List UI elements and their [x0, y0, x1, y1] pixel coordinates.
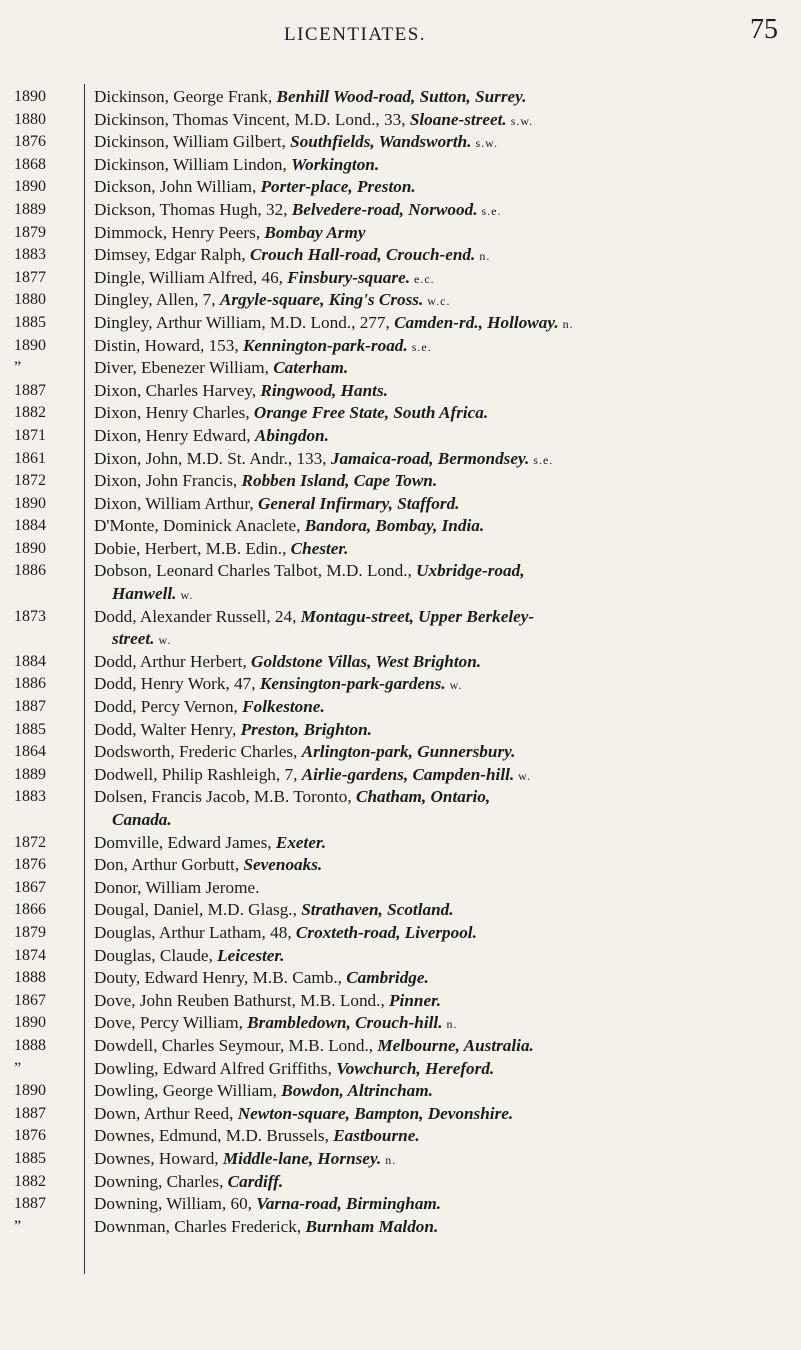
- list-item: [0, 289, 801, 312]
- entry-year: 1889: [14, 200, 46, 218]
- entry-name: Downes, Howard,: [94, 1148, 223, 1168]
- entry-address: Folkestone.: [242, 697, 325, 717]
- entry-line: [94, 154, 801, 177]
- entry-name: Dixon, John, M.D. St. Andr., 133,: [94, 448, 331, 468]
- entry-address: Jamaica-road, Bermondsey.: [330, 448, 530, 468]
- entry-district: s.e.: [529, 452, 554, 467]
- licentiates-list: [0, 86, 801, 1238]
- entry-line: [94, 945, 801, 968]
- entry-address: Kensington-park-gardens.: [259, 674, 446, 694]
- entry-year: 1887: [14, 1104, 46, 1122]
- entry-address: Robben Island, Cape Town.: [241, 471, 438, 491]
- entry-address: Sloane-street.: [409, 109, 507, 129]
- list-item: [0, 741, 801, 764]
- entry-name: Dougal, Daniel, M.D. Glasg.,: [94, 900, 302, 920]
- entry-line: [94, 335, 801, 358]
- list-item: [0, 538, 801, 561]
- entry-year: 1885: [14, 313, 46, 331]
- list-item: [0, 222, 801, 245]
- entry-name: Dowling, Edward Alfred Griffiths,: [94, 1058, 337, 1078]
- entry-name: Distin, Howard, 153,: [94, 335, 243, 355]
- list-item: [0, 1193, 801, 1216]
- entry-address: Caterham.: [273, 358, 349, 378]
- entry-district: n.: [475, 249, 491, 264]
- entry-year: 1880: [14, 110, 46, 128]
- list-item: [0, 1012, 801, 1035]
- entry-address: Abingdon.: [254, 425, 329, 445]
- entry-line: [94, 1035, 801, 1058]
- entry-line: [94, 786, 801, 809]
- entry-address: Middle-lane, Hornsey.: [222, 1148, 382, 1168]
- entry-year: 1880: [14, 291, 46, 309]
- entry-line: [94, 1171, 801, 1194]
- entry-year: ”: [14, 1217, 22, 1235]
- entry-year: 1873: [14, 607, 46, 625]
- entry-address: street.: [112, 629, 155, 649]
- entry-year: 1872: [14, 472, 46, 490]
- entry-address: Orange Free State, South Africa.: [253, 403, 489, 423]
- entry-name: Dixon, William Arthur,: [94, 493, 258, 513]
- list-item: [0, 786, 801, 831]
- entry-name: Dove, John Reuben Bathurst, M.B. Lond.,: [94, 990, 390, 1010]
- list-item: [0, 470, 801, 493]
- entry-name: Donor, William Jerome.: [94, 877, 260, 897]
- list-item: [0, 154, 801, 177]
- list-item: [0, 425, 801, 448]
- entry-address: Croxteth-road, Liverpool.: [295, 922, 477, 942]
- entry-line: [94, 651, 801, 674]
- list-item: [0, 515, 801, 538]
- entry-address: Southfields, Wandsworth.: [290, 132, 472, 152]
- entry-name: Douglas, Arthur Latham, 48,: [94, 922, 296, 942]
- entry-district: s.e.: [407, 339, 432, 354]
- entry-year: 1883: [14, 788, 46, 806]
- entry-name: Dowdell, Charles Seymour, M.B. Lond.,: [94, 1035, 378, 1055]
- entry-name: Dodd, Alexander Russell, 24,: [94, 606, 301, 626]
- entry-line: [94, 877, 801, 900]
- entry-year: 1890: [14, 178, 46, 196]
- entry-name: Dove, Percy William,: [94, 1013, 248, 1033]
- entry-name: Dickinson, William Gilbert,: [94, 132, 291, 152]
- entry-continuation: [112, 809, 801, 832]
- entry-address: Burnham Maldon.: [305, 1216, 439, 1236]
- entry-line: [94, 1080, 801, 1103]
- entry-line: [94, 1103, 801, 1126]
- entry-line: [94, 719, 801, 742]
- entry-district: w.: [154, 633, 172, 648]
- entry-line: [94, 832, 801, 855]
- entry-year: 1867: [14, 991, 46, 1009]
- entry-name: Dodd, Walter Henry,: [94, 719, 241, 739]
- list-item: [0, 335, 801, 358]
- entry-line: [94, 1148, 801, 1171]
- entry-district: w.: [514, 768, 532, 783]
- entry-line: [94, 109, 801, 132]
- entry-address: Bombay Army: [264, 222, 366, 242]
- entry-year: 1888: [14, 1036, 46, 1054]
- entry-year: 1879: [14, 223, 46, 241]
- entry-line: [94, 990, 801, 1013]
- entry-name: Dixon, John Francis,: [94, 471, 242, 491]
- list-item: [0, 1148, 801, 1171]
- entry-year: 1884: [14, 652, 46, 670]
- entry-address: Cardiff.: [227, 1171, 284, 1191]
- entry-name: Domville, Edward James,: [94, 832, 276, 852]
- entry-year: 1890: [14, 494, 46, 512]
- entry-district: w.c.: [423, 294, 451, 309]
- entry-address: Melbourne, Australia.: [377, 1035, 534, 1055]
- entry-address: Ringwood, Hants.: [260, 380, 388, 400]
- list-item: [0, 1058, 801, 1081]
- list-item: [0, 764, 801, 787]
- list-item: [0, 244, 801, 267]
- entry-year: 1883: [14, 246, 46, 264]
- entry-year: 1876: [14, 133, 46, 151]
- list-item: [0, 990, 801, 1013]
- list-item: [0, 199, 801, 222]
- page-number: 75: [750, 14, 778, 45]
- entry-line: [94, 222, 801, 245]
- entry-year: ”: [14, 359, 22, 377]
- list-item: [0, 1171, 801, 1194]
- list-item: [0, 651, 801, 674]
- entry-address: Montagu-street, Upper Berkeley-: [300, 606, 535, 626]
- entry-name: Diver, Ebenezer William,: [94, 358, 274, 378]
- entry-year: ”: [14, 1059, 22, 1077]
- list-item: [0, 380, 801, 403]
- entry-address: Cambridge.: [346, 968, 429, 988]
- list-item: [0, 606, 801, 651]
- entry-line: [94, 289, 801, 312]
- list-item: [0, 402, 801, 425]
- entry-district: s.e.: [477, 203, 502, 218]
- entry-address: Workington.: [291, 154, 380, 174]
- entry-year: 1861: [14, 449, 46, 467]
- entry-line: [94, 1012, 801, 1035]
- entry-name: Don, Arthur Gorbutt,: [94, 855, 244, 875]
- list-item: [0, 131, 801, 154]
- list-item: [0, 1035, 801, 1058]
- entry-district: s.w.: [506, 113, 534, 128]
- entry-year: 1876: [14, 856, 46, 874]
- entry-name: Dingle, William Alfred, 46,: [94, 267, 288, 287]
- list-item: [0, 854, 801, 877]
- entry-year: 1887: [14, 381, 46, 399]
- entry-address: Eastbourne.: [333, 1126, 420, 1146]
- entry-line: [94, 922, 801, 945]
- entry-address: Chatham, Ontario,: [356, 787, 491, 807]
- entry-name: Dickinson, George Frank,: [94, 87, 277, 106]
- entry-continuation: [112, 628, 801, 651]
- entry-year: 1864: [14, 743, 46, 761]
- entry-name: Dickinson, Thomas Vincent, M.D. Lond., 33,: [94, 109, 410, 129]
- entry-year: 1890: [14, 88, 46, 105]
- entry-line: [94, 515, 801, 538]
- entry-address: Porter-place, Preston.: [260, 177, 416, 197]
- entry-name: Dodwell, Philip Rashleigh, 7,: [94, 764, 302, 784]
- entry-address: Belvedere-road, Norwood.: [291, 199, 478, 219]
- entry-year: 1884: [14, 517, 46, 535]
- entry-address: Finsbury-square.: [287, 267, 411, 287]
- list-item: [0, 945, 801, 968]
- list-item: [0, 1080, 801, 1103]
- entry-address: Benhill Wood-road, Sutton, Surrey.: [276, 87, 527, 106]
- entry-name: Dimmock, Henry Peers,: [94, 222, 265, 242]
- entry-line: [94, 606, 801, 629]
- entry-district: n.: [442, 1017, 458, 1032]
- entry-district: w.: [445, 678, 463, 693]
- entry-line: [94, 312, 801, 335]
- entry-address: Varna-road, Birmingham.: [256, 1194, 442, 1214]
- list-item: [0, 312, 801, 335]
- entry-line: [94, 560, 801, 583]
- list-item: [0, 1216, 801, 1239]
- entry-name: Dolsen, Francis Jacob, M.B. Toronto,: [94, 787, 356, 807]
- entry-address: Vowchurch, Hereford.: [336, 1058, 495, 1078]
- entry-line: [94, 741, 801, 764]
- list-item: [0, 832, 801, 855]
- list-item: [0, 1125, 801, 1148]
- entry-year: 1871: [14, 426, 46, 444]
- entry-name: Down, Arthur Reed,: [94, 1103, 238, 1123]
- entry-address: Newton-square, Bampton, Devonshire.: [237, 1103, 514, 1123]
- entry-year: 1879: [14, 923, 46, 941]
- list-item: [0, 922, 801, 945]
- entry-year: 1888: [14, 969, 46, 987]
- entry-address: Brambledown, Crouch-hill.: [247, 1013, 443, 1033]
- entry-name: Dickinson, William Lindon,: [94, 154, 292, 174]
- list-item: [0, 109, 801, 132]
- entry-address: Kennington-park-road.: [242, 335, 408, 355]
- entry-address: Preston, Brighton.: [240, 719, 372, 739]
- entry-address: General Infirmary, Stafford.: [257, 493, 460, 513]
- entry-year: 1890: [14, 1082, 46, 1100]
- entry-name: Dobie, Herbert, M.B. Edin.,: [94, 538, 291, 558]
- entry-line: [94, 425, 801, 448]
- entry-line: [94, 493, 801, 516]
- entry-line: [94, 673, 801, 696]
- entry-year: 1868: [14, 155, 46, 173]
- entry-year: 1890: [14, 539, 46, 557]
- entry-address: Camden-rd., Holloway.: [394, 312, 559, 332]
- entry-year: 1872: [14, 833, 46, 851]
- entry-name: Dixon, Charles Harvey,: [94, 380, 261, 400]
- running-head: [0, 10, 801, 54]
- entry-year: 1867: [14, 878, 46, 896]
- list-item: [0, 357, 801, 380]
- entry-line: [94, 380, 801, 403]
- entry-year: 1886: [14, 562, 46, 580]
- list-item: [0, 719, 801, 742]
- entry-line: [94, 854, 801, 877]
- list-item: [0, 967, 801, 990]
- entry-line: [94, 357, 801, 380]
- entry-year: 1882: [14, 1172, 46, 1190]
- entry-year: 1874: [14, 946, 46, 964]
- entry-district: n.: [381, 1152, 397, 1167]
- entry-year: 1885: [14, 720, 46, 738]
- entry-line: [94, 696, 801, 719]
- entry-year: 1866: [14, 901, 46, 919]
- list-item: [0, 493, 801, 516]
- entry-year: 1887: [14, 698, 46, 716]
- entry-name: Douglas, Claude,: [94, 945, 218, 965]
- entry-name: Dixon, Henry Charles,: [94, 403, 254, 423]
- entry-address: Bandora, Bombay, India.: [304, 516, 485, 536]
- entry-year: 1886: [14, 675, 46, 693]
- list-item: [0, 86, 801, 109]
- entry-name: Downing, William, 60,: [94, 1194, 257, 1214]
- entry-year: 1889: [14, 765, 46, 783]
- entry-line: [94, 131, 801, 154]
- entry-line: [94, 402, 801, 425]
- entry-name: Dowling, George William,: [94, 1081, 282, 1101]
- entry-name: Dickson, Thomas Hugh, 32,: [94, 199, 292, 219]
- entry-address: Sevenoaks.: [243, 855, 323, 875]
- entry-district: e.c.: [410, 271, 435, 286]
- entry-year: 1887: [14, 1195, 46, 1213]
- entry-address: Airlie-gardens, Campden-hill.: [301, 764, 515, 784]
- list-item: [0, 1103, 801, 1126]
- entry-name: Dodd, Arthur Herbert,: [94, 651, 252, 671]
- entry-address: Pinner.: [389, 990, 442, 1010]
- entry-address: Arlington-park, Gunnersbury.: [301, 742, 516, 762]
- entry-address: Strathaven, Scotland.: [301, 900, 454, 920]
- entry-year: 1890: [14, 336, 46, 354]
- entry-address: Chester.: [290, 538, 349, 558]
- entry-name: Dobson, Leonard Charles Talbot, M.D. Lond.,: [94, 561, 417, 581]
- entry-year: 1877: [14, 268, 46, 286]
- entry-address: Crouch Hall-road, Crouch-end.: [249, 245, 476, 265]
- entry-year: 1890: [14, 1014, 46, 1032]
- entry-line: [94, 1193, 801, 1216]
- entry-district: n.: [558, 316, 574, 331]
- entry-line: [94, 267, 801, 290]
- entry-name: D'Monte, Dominick Anaclete,: [94, 516, 305, 536]
- entry-address: Bowdon, Altrincham.: [281, 1081, 433, 1101]
- entry-line: [94, 764, 801, 787]
- entry-line: [94, 538, 801, 561]
- entry-name: Dodd, Henry Work, 47,: [94, 674, 260, 694]
- entry-line: [94, 899, 801, 922]
- entry-line: [94, 244, 801, 267]
- list-item: [0, 560, 801, 605]
- entry-line: [94, 176, 801, 199]
- entry-line: [94, 1058, 801, 1081]
- list-item: [0, 673, 801, 696]
- entry-district: s.w.: [471, 136, 499, 151]
- entry-name: Downing, Charles,: [94, 1171, 228, 1191]
- list-item: [0, 267, 801, 290]
- entry-name: Dixon, Henry Edward,: [94, 425, 255, 445]
- entry-address: Leicester.: [217, 945, 285, 965]
- entry-address: Exeter.: [275, 832, 327, 852]
- entry-continuation: [112, 583, 801, 606]
- entry-year: 1885: [14, 1149, 46, 1167]
- list-item: [0, 448, 801, 471]
- entry-address: Hanwell.: [112, 584, 177, 604]
- entry-name: Dodsworth, Frederic Charles,: [94, 742, 302, 762]
- entry-address: Uxbridge-road,: [416, 561, 525, 581]
- entry-name: Dickson, John William,: [94, 177, 261, 197]
- entry-name: Dimsey, Edgar Ralph,: [94, 245, 250, 265]
- entry-line: [94, 86, 801, 109]
- entry-year: 1876: [14, 1127, 46, 1145]
- entry-name: Downman, Charles Frederick,: [94, 1216, 306, 1236]
- entry-address: Canada.: [112, 810, 172, 829]
- entry-name: Dodd, Percy Vernon,: [94, 697, 243, 717]
- entry-line: [94, 448, 801, 471]
- entry-address: Goldstone Villas, West Brighton.: [251, 651, 482, 671]
- entry-name: Downes, Edmund, M.D. Brussels,: [94, 1126, 334, 1146]
- entry-address: Argyle-square, King's Cross.: [219, 290, 424, 310]
- entry-line: [94, 1125, 801, 1148]
- entry-name: Douty, Edward Henry, M.B. Camb.,: [94, 968, 347, 988]
- page-title: LICENTIATES.: [284, 24, 427, 45]
- list-item: [0, 176, 801, 199]
- list-item: [0, 696, 801, 719]
- list-item: [0, 877, 801, 900]
- entry-line: [94, 1216, 801, 1239]
- entry-year: 1882: [14, 404, 46, 422]
- list-item: [0, 899, 801, 922]
- entry-district: w.: [176, 588, 194, 603]
- entry-name: Dingley, Arthur William, M.D. Lond., 277,: [94, 312, 395, 332]
- entry-name: Dingley, Allen, 7,: [94, 290, 220, 310]
- entry-line: [94, 470, 801, 493]
- entry-line: [94, 199, 801, 222]
- entry-line: [94, 967, 801, 990]
